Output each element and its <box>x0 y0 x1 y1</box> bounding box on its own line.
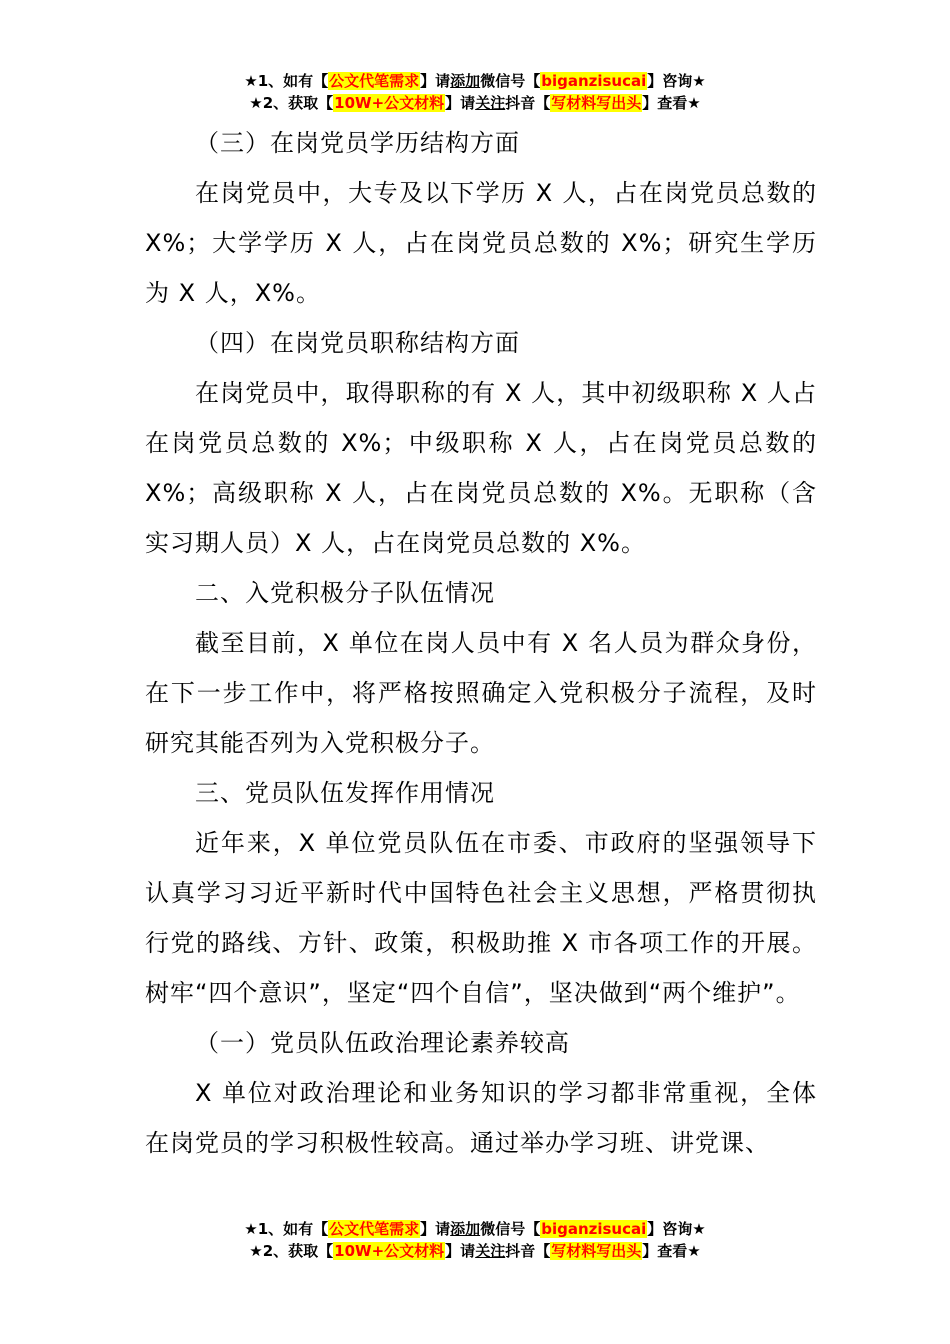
banner-highlight: 公文代笔需求 <box>329 72 420 90</box>
star-icon: ★ <box>692 72 706 90</box>
section-heading: （三）在岗党员学历结构方面 <box>195 129 520 157</box>
banner-text: 2、获取【 <box>262 94 334 112</box>
star-icon: ★ <box>249 94 263 112</box>
banner-text: 抖音【 <box>505 94 551 112</box>
section-heading: 三、党员队伍发挥作用情况 <box>195 779 495 807</box>
banner-line-1 <box>0 70 950 92</box>
banner-underline: 关注 <box>475 1242 506 1260</box>
banner-text: 微信号【 <box>480 72 541 90</box>
banner-line-1 <box>0 1218 950 1240</box>
banner-text: 2、获取【 <box>262 1242 334 1260</box>
section-heading: （一）党员队伍政治理论素养较高 <box>195 1029 570 1057</box>
star-icon: ★ <box>244 72 258 90</box>
banner-text: 1、如有【 <box>257 1220 329 1238</box>
banner-text: 】请 <box>445 94 476 112</box>
star-icon: ★ <box>692 1220 706 1238</box>
banner-highlight: biganzisucai <box>541 1220 647 1238</box>
body-paragraph: X 单位对政治理论和业务知识的学习都非常重视，全体在岗党员的学习积极性较高。通过举办学习班、讲党课、 <box>145 1079 817 1157</box>
star-icon: ★ <box>244 1220 258 1238</box>
banner-text: 抖音【 <box>505 1242 551 1260</box>
banner-underline: 添加 <box>450 72 481 90</box>
body-paragraph: 截至目前，X 单位在岗人员中有 X 名人员为群众身份，在下一步工作中，将严格按照确定入党积极分子流程，及时研究其能否列为入党积极分子。 <box>145 629 817 757</box>
banner-line-2 <box>0 1240 950 1262</box>
banner-highlight: 公文代笔需求 <box>329 1220 420 1238</box>
banner-underline: 添加 <box>450 1220 481 1238</box>
section-heading: 二、入党积极分子队伍情况 <box>195 579 495 607</box>
section-heading: （四）在岗党员职称结构方面 <box>195 329 520 357</box>
banner-highlight: biganzisucai <box>541 72 647 90</box>
body-paragraph: 在岗党员中，大专及以下学历 X 人，占在岗党员总数的 X%；大学学历 X 人，占在岗党员总数的 X%；研究生学历为 X 人，X%。 <box>145 179 817 307</box>
banner-text: 】查看 <box>642 94 688 112</box>
banner-text: 】咨询 <box>647 1220 693 1238</box>
banner-text: 】查看 <box>642 1242 688 1260</box>
banner-text: 】请 <box>420 72 451 90</box>
banner-text: 1、如有【 <box>257 72 329 90</box>
banner-underline: 关注 <box>475 94 506 112</box>
body-paragraph: 近年来，X 单位党员队伍在市委、市政府的坚强领导下认真学习习近平新时代中国特色社会主义思想，严格贯彻执行党的路线、方针、政策，积极助推 X 市各项工作的开展。树牢“四个意识”，坚定“四个自信”，坚决做到“两个维护”。 <box>145 829 817 1007</box>
banner-highlight: 写材料写出头 <box>551 94 642 112</box>
banner-text: 】咨询 <box>647 72 693 90</box>
body-paragraph: 在岗党员中，取得职称的有 X 人，其中初级职称 X 人占在岗党员总数的 X%；中级职称 X 人，占在岗党员总数的 X%；高级职称 X 人，占在岗党员总数的 X%。无职称（含实习期人员）X 人，占在岗党员总数的 X%。 <box>145 379 817 557</box>
star-icon: ★ <box>687 1242 701 1260</box>
banner-text: 】请 <box>420 1220 451 1238</box>
header-banner <box>0 70 950 114</box>
star-icon: ★ <box>687 94 701 112</box>
footer-banner <box>0 1218 950 1262</box>
banner-highlight: 10W+公文材料 <box>334 1242 445 1260</box>
banner-highlight: 写材料写出头 <box>551 1242 642 1260</box>
banner-highlight: 10W+公文材料 <box>334 94 445 112</box>
document-body <box>145 118 817 1168</box>
banner-line-2 <box>0 92 950 114</box>
banner-text: 】请 <box>445 1242 476 1260</box>
star-icon: ★ <box>249 1242 263 1260</box>
banner-text: 微信号【 <box>480 1220 541 1238</box>
